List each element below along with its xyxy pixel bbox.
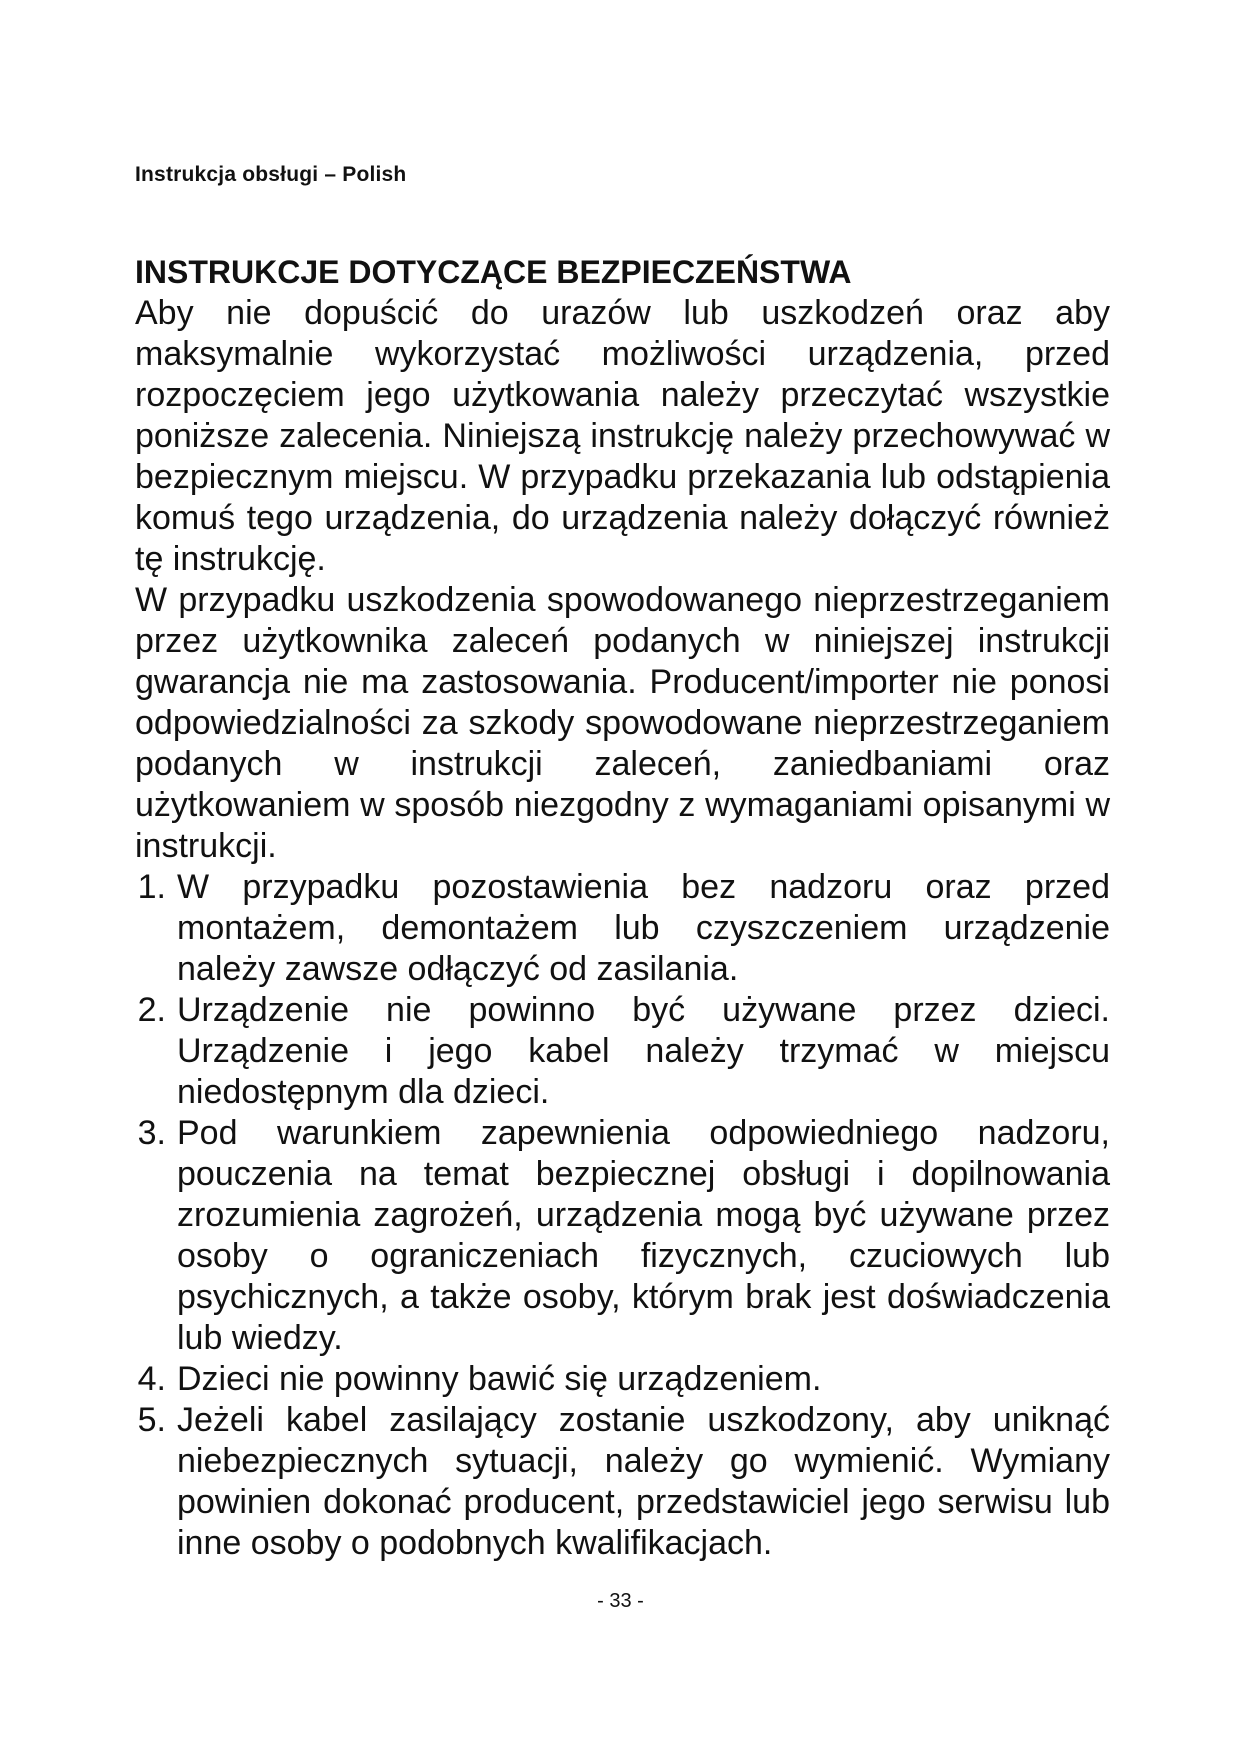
- intro-paragraph: Aby nie dopuścić do urazów lub uszkodzeń oraz aby maksymalnie wykorzystać możliwości urządzenia, przed rozpoczęciem jego użytkowania należy przeczytać wszystkie poniższe zalecenia. Niniejszą instrukcję należy przechowywać w bezpiecznym miejscu. W przypadku przekazania lub odstąpienia komuś tego urządzenia, do urządzenia należy dołączyć również tę instrukcję.: [135, 294, 1110, 578]
- list-item-text: W przypadku pozostawienia bez nadzoru oraz przed montażem, demontażem lub czyszczeniem urządzenie należy zawsze odłączyć od zasilania.: [177, 868, 1110, 988]
- list-item-number: 4.: [137, 1360, 166, 1398]
- safety-list: [135, 867, 1110, 1564]
- running-header: Instrukcja obsługi – Polish: [135, 163, 407, 186]
- list-item: [135, 1359, 1110, 1400]
- list-item-text: Pod warunkiem zapewnienia odpowiedniego nadzoru, pouczenia na temat bezpiecznej obsługi i dopilnowania zrozumienia zagrożeń, urządzenia mogą być używane przez osoby o ograniczeniach fizycznych, czuciowych lub psychicznych, a także osoby, którym brak jest doświadczenia lub wiedzy.: [177, 1114, 1110, 1357]
- list-item-number: 1.: [137, 868, 166, 906]
- section-title: INSTRUKCJE DOTYCZĄCE BEZPIECZEŃSTWA: [135, 254, 852, 290]
- list-item-number: 3.: [137, 1114, 166, 1152]
- list-item-number: 2.: [137, 991, 166, 1029]
- list-item-text: Dzieci nie powinny bawić się urządzeniem.: [177, 1360, 822, 1398]
- list-item-number: 5.: [137, 1401, 166, 1439]
- list-item: [135, 1400, 1110, 1564]
- page-number: - 33 -: [597, 1590, 644, 1612]
- list-item: [135, 867, 1110, 990]
- main-content: [135, 252, 1110, 1564]
- list-item: [135, 990, 1110, 1113]
- list-item-text: Urządzenie nie powinno być używane przez dzieci. Urządzenie i jego kabel należy trzymać w miejscu niedostępnym dla dzieci.: [177, 991, 1110, 1111]
- list-item-text: Jeżeli kabel zasilający zostanie uszkodzony, aby uniknąć niebezpiecznych sytuacji, należy go wymienić. Wymiany powinien dokonać producent, przedstawiciel jego serwisu lub inne osoby o podobnych kwalifikacjach.: [177, 1401, 1110, 1562]
- list-item: [135, 1113, 1110, 1359]
- warranty-paragraph: W przypadku uszkodzenia spowodowanego nieprzestrzeganiem przez użytkownika zaleceń podanych w niniejszej instrukcji gwarancja nie ma zastosowania. Producent/importer nie ponosi odpowiedzialności za szkody spowodowane nieprzestrzeganiem podanych w instrukcji zaleceń, zaniedbaniami oraz użytkowaniem w sposób niezgodny z wymaganiami opisanymi w instrukcji.: [135, 581, 1110, 865]
